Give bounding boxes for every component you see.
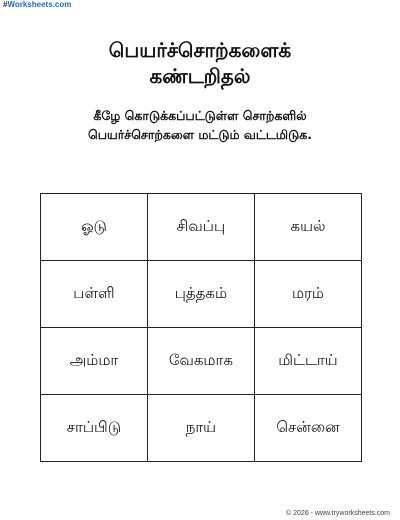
site-logo [3, 0, 71, 10]
word-cell[interactable]: பள்ளி [41, 261, 148, 328]
grid-row [41, 395, 362, 462]
word-cell[interactable]: கயல் [254, 194, 361, 261]
grid-row [41, 261, 362, 328]
footer-copyright: © 2026 - www.tryworksheets.com [286, 510, 390, 517]
instructions-line2: பெயர்ச்சொற்களை மட்டும் வட்டமிடுக. [88, 127, 312, 142]
word-cell[interactable]: மரம் [254, 261, 361, 328]
grid-row [41, 194, 362, 261]
word-cell[interactable]: மிட்டாய் [254, 328, 361, 395]
word-grid [40, 193, 362, 462]
logo-mark: # [3, 0, 8, 9]
worksheet-title-line1: பெயர்ச்சொற்களைக் [108, 38, 292, 62]
word-cell[interactable]: புத்தகம் [147, 261, 254, 328]
logo-text: Worksheets.com [7, 0, 72, 9]
word-cell[interactable]: நாய் [147, 395, 254, 462]
word-cell[interactable]: சென்னை [254, 395, 361, 462]
instructions-line1: கீழே கொடுக்கப்பட்டுள்ள சொற்களில் [93, 108, 307, 123]
word-cell[interactable]: அம்மா [41, 328, 148, 395]
word-cell[interactable]: சாப்பிடு [41, 395, 148, 462]
grid-row [41, 328, 362, 395]
worksheet-title-line2: கண்டறிதல் [149, 64, 251, 88]
word-cell[interactable]: சிவப்பு [147, 194, 254, 261]
word-cell[interactable]: ஓடு [41, 194, 148, 261]
word-cell[interactable]: வேகமாக [147, 328, 254, 395]
